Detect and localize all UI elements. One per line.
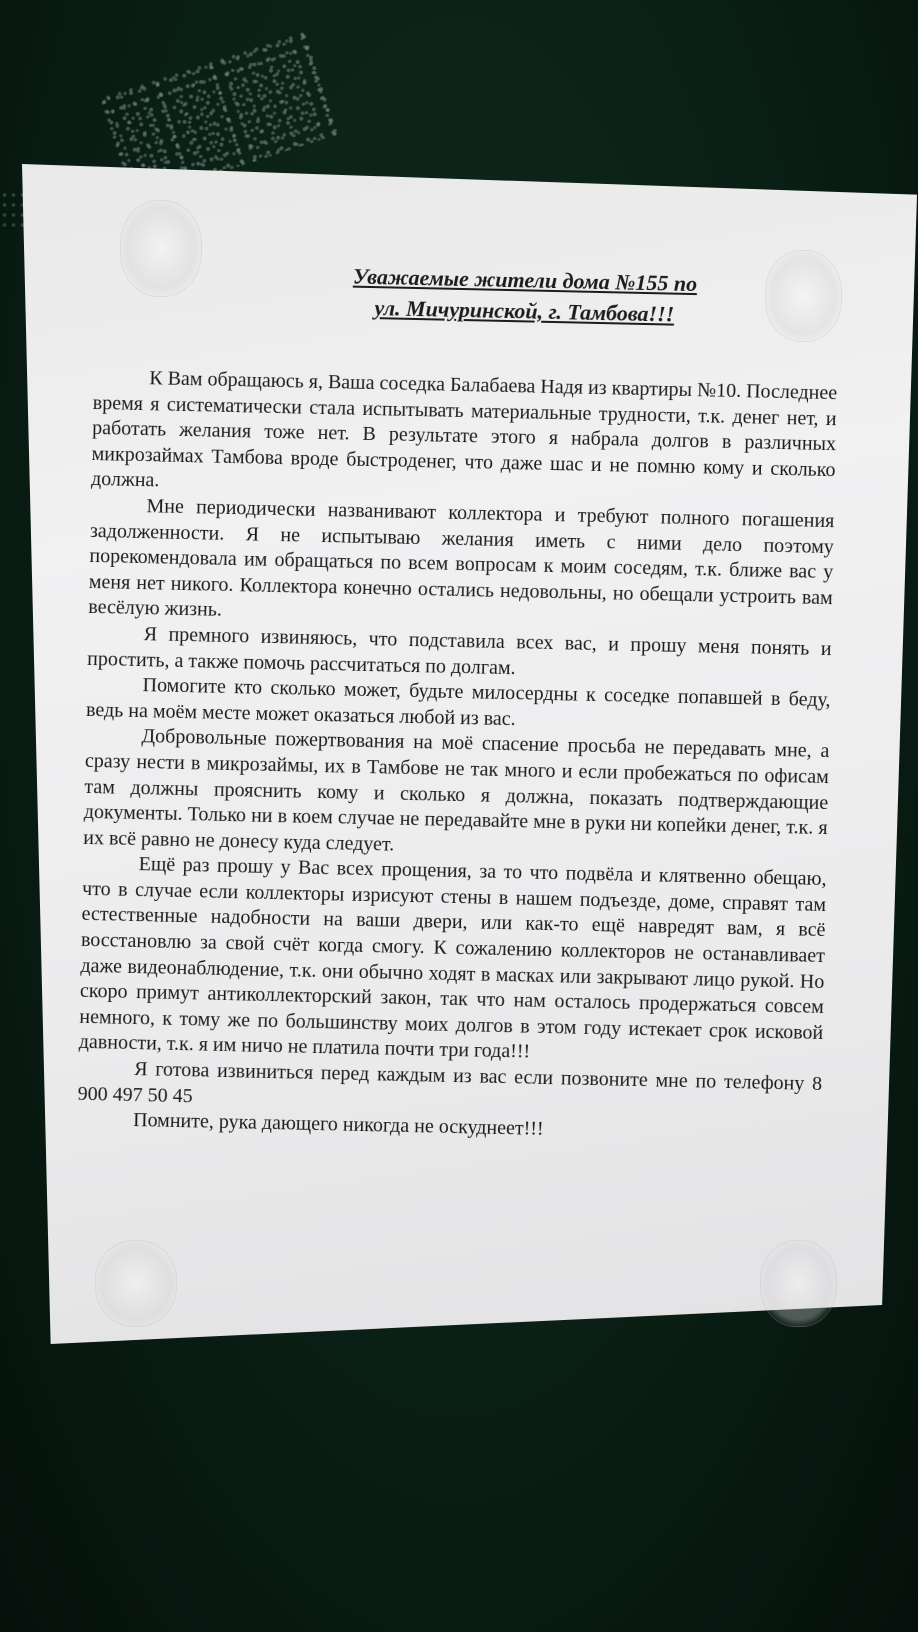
notice-closing: Помните, рука дающего никогда не оскуднеет!!! (132, 1109, 544, 1141)
notice-title (210, 258, 840, 334)
notice-paragraph: Добровольные пожертвования на моё спасение просьба не передавать мне, а сразу нести в микрозаймы, их в Тамбове не так много и если пробежаться по офисам там должны прояснить кому и сколько я должна, показать подтверждающие документы. Только ни в коем случае не передавайте мне в руки ни копейки денег, т.к. я их всё равно не донесу куда следует. (83, 725, 830, 856)
notice-paragraph: Помогите кто сколько может, будьте милосердны к соседке попавшей в беду, ведь на моём месте может оказаться любой из вас. (85, 674, 831, 730)
notice-body (77, 365, 838, 1149)
tape-bottom-left (95, 1240, 177, 1327)
tape-bottom-right (760, 1240, 837, 1327)
notice-text (77, 255, 840, 1149)
notice-title-line-1: Уважаемые жители дома №155 по (352, 263, 698, 297)
notice-paragraph-phone: Я готова извиниться перед каждым из вас если позвоните мне по телефону 8 900 497 50 45 (77, 1058, 823, 1107)
notice-paragraph: К Вам обращаюсь я, Ваша соседка Балабаева Надя из квартиры №10. Последнее время я систематически стала испытывать материальные трудности, т.к. денег нет, и работать желания тоже нет. В результате этого я набрала долгов в различных микрозаймах Тамбова вроде быстроденег, что даже шас и не помню кому и сколько должна. (90, 367, 838, 492)
notice-paragraph: Я премного извиняюсь, что подставила всех вас, и прошу меня понять и простить, а также помочь рассчитаться по долгам. (86, 623, 832, 679)
notice-paragraph: Ещё раз прошу у Вас всех прощения, за то что подвёла и клятвенно обещаю, что в случае если коллекторы изрисуют стены в нашем подъезде, доме, справят там естественные надобности на ваши двери, или как-то ещё навредят вам, я всё восстановлю за свой счёт когда смогу. К сожалению коллекторов не останавливает даже видеонаблюдение, т.к. они обычно ходят в масках или закрывают лицо рукой. Но скоро примут антиколлекторский закон, так что нам осталось продержаться совсем немного, к тому же по большинству моих долгов в этом году истекает срок исковой давности, т.к. я им ничо не платила почти три года!!! (78, 853, 827, 1064)
notice-title-line-2: ул. Мичуринской, г. Тамбова!!! (374, 295, 675, 327)
notice-paragraph: Мне периодически названивают коллектора и требуют полного погашения задолженности. Я не испытываю желания иметь с ними дело поэтому порекомендовала им обращаться по всем вопросам к моим соседям, т.к. ближе вас у меня нет никого. Коллектора конечно остались недовольны, но обещали устроить вам весёлую жизнь. (88, 495, 835, 622)
